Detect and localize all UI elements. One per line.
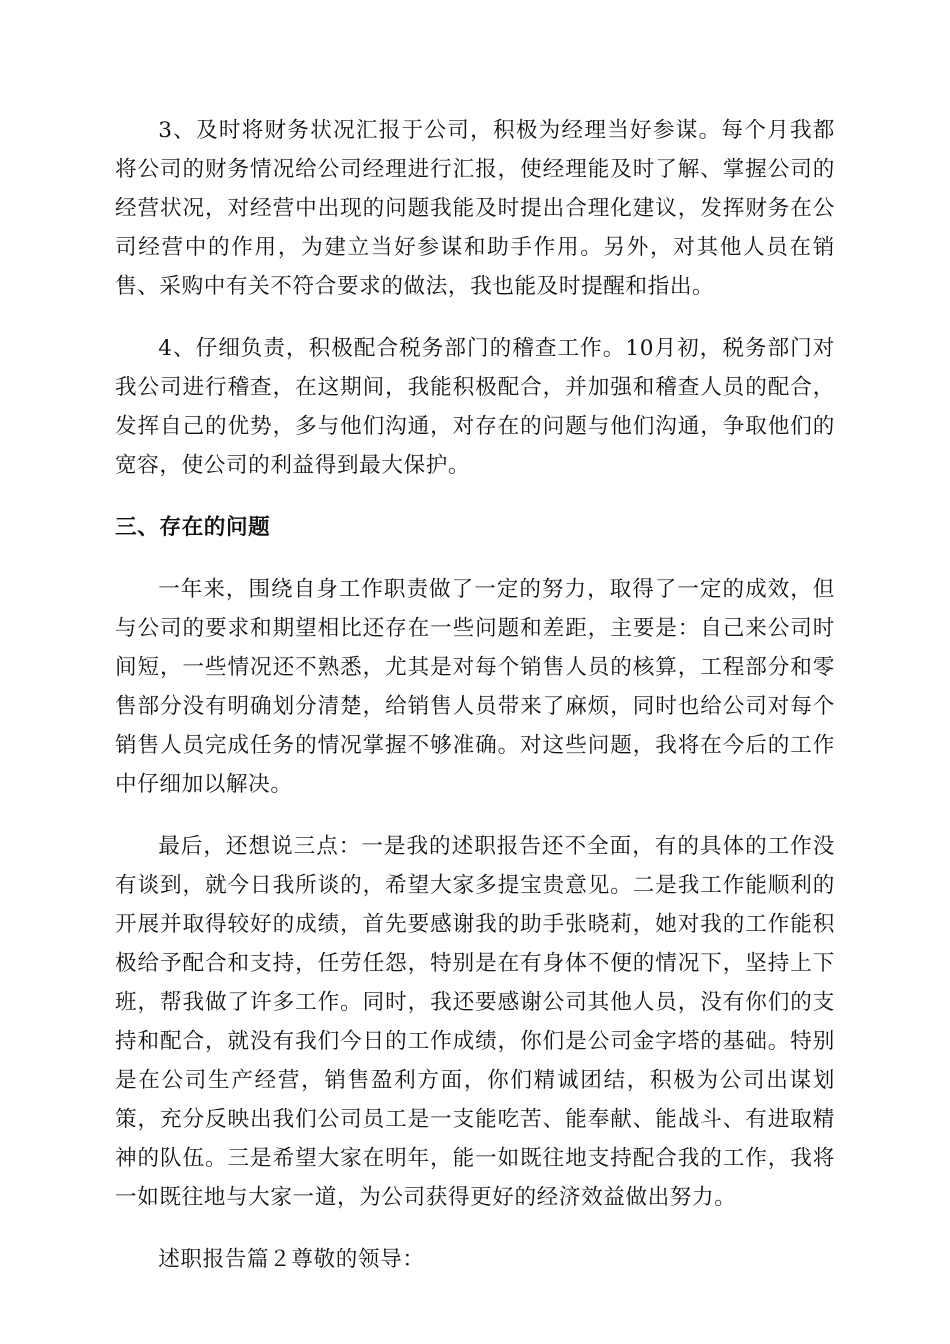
paragraph-item-4: 4、仔细负责，积极配合税务部门的稽查工作。10月初，税务部门对我公司进行稽查，在这期间，我能积极配合，并加强和稽查人员的配合，发挥自己的优势，多与他们沟通，对存在的问题与他们沟通，争取他们的宽容，使公司的利益得到最大保护。 [115,336,835,478]
paragraph-closing: 最后，还想说三点：一是我的述职报告还不全面，有的具体的工作没有谈到，就今日我所谈的，希望大家多提宝贵意见。二是我工作能顺利的开展并取得较好的成绩，首先要感谢我的助手张晓莉，她对我的工作能积极给予配合和支持，任劳任怨，特别是在有身体不便的情况下，坚持上下班，帮我做了许多工作。同时，我还要感谢公司其他人员，没有你们的支持和配合，就没有我们今日的工作成绩，你们是公司金字塔的基础。特别是在公司生产经营，销售盈利方面，你们精诚团结，积极为公司出谋划策，充分反映出我们公司员工是一支能吃苦、能奉献、能战斗、有进取精神的队伍。三是希望大家在明年，能一如既往地支持配合我的工作，我将一如既往地与大家一道，为公司获得更好的经济效益做出努力。 [115,834,835,1210]
paragraph-problems: 一年来，围绕自身工作职责做了一定的努力，取得了一定的成效，但与公司的要求和期望相比还存在一些问题和差距，主要是：自己来公司时间短，一些情况还不熟悉，尤其是对每个销售人员的核算，工程部分和零售部分没有明确划分清楚，给销售人员带来了麻烦，同时也给公司对每个销售人员完成任务的情况掌握不够准确。对这些问题，我将在今后的工作中仔细加以解决。 [115,577,835,797]
paragraph-item-3: 3、及时将财务状况汇报于公司，积极为经理当好参谋。每个月我都将公司的财务情况给公司经理进行汇报，使经理能及时了解、掌握公司的经营状况，对经营中出现的问题我能及时提出合理化建议，发挥财务在公司经营中的作用，为建立当好参谋和助手作用。另外，对其他人员在销售、采购中有关不符合要求的做法，我也能及时提醒和指出。 [115,118,835,299]
document-body [115,111,835,1302]
paragraph-next-report: 述职报告篇２尊敬的领导： [158,1247,425,1272]
section-heading: 三、存在的问题 [115,515,271,540]
